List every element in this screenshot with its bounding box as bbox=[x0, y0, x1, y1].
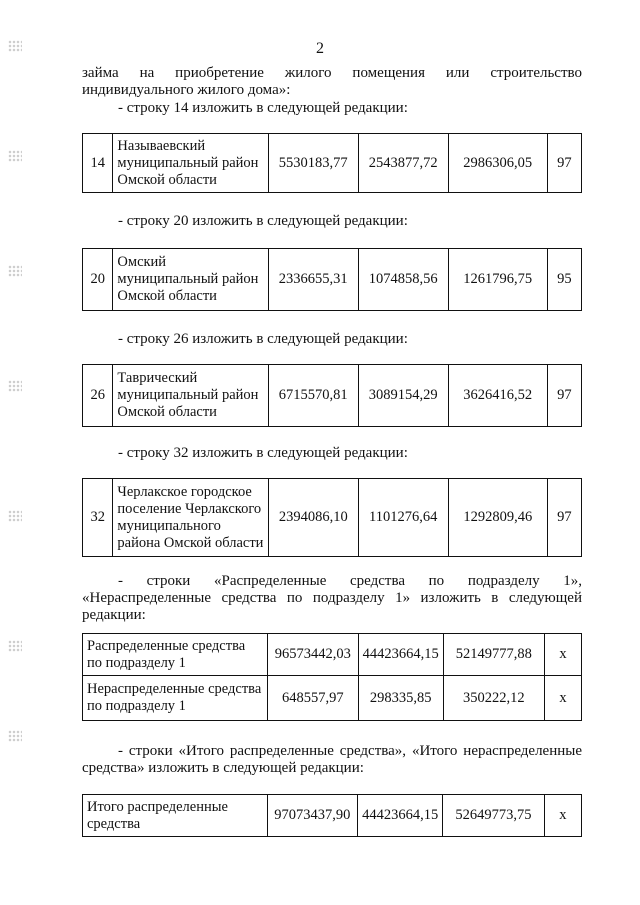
table-row-32: 32 Черлакское городское поселение Черлакского муниципального района Омской области 2394086,10 1101276,64 1292809,46 97 bbox=[82, 478, 582, 557]
table-row-14: 14 Называевский муниципальный район Омской области 5530183,77 2543877,72 2986306,05 97 bbox=[82, 133, 582, 193]
table-totals bbox=[82, 794, 582, 837]
table-row-26: 26 Таврический муниципальный район Омской области 6715570,81 3089154,29 3626416,52 97 bbox=[82, 364, 582, 427]
instruction-row-32: - строку 32 изложить в следующей редакции: bbox=[118, 445, 408, 461]
instruction-totals-line-1: - строки «Итого распределенные средства», «Итого нераспределенные bbox=[118, 743, 583, 759]
instruction-row-14: - строку 14 изложить в следующей редакции: bbox=[118, 100, 408, 116]
instruction-totals-line-2: средства» изложить в следующей редакции: bbox=[82, 760, 364, 776]
table-row: Нераспределенные средства по подразделу 1 648557,97 298335,85 350222,12 x bbox=[83, 676, 582, 721]
table-row-20: 20 Омский муниципальный район Омской области 2336655,31 1074858,56 1261796,75 95 bbox=[82, 248, 582, 311]
table-row: Распределенные средства по подразделу 1 96573442,03 44423664,15 52149777,88 x bbox=[83, 634, 582, 676]
page-number: 2 bbox=[316, 40, 324, 57]
intro-line-2: индивидуального жилого дома»: bbox=[82, 82, 291, 98]
instruction-distributed-line-3: редакции: bbox=[82, 607, 146, 623]
table-row: Итого распределенные средства 97073437,90 44423664,15 52649773,75 x bbox=[83, 795, 582, 837]
instruction-row-20: - строку 20 изложить в следующей редакции: bbox=[118, 213, 408, 229]
intro-line-1: займа на приобретение жилого помещения или строительство bbox=[82, 65, 582, 81]
instruction-distributed-line-1: - строки «Распределенные средства по подразделу 1», bbox=[118, 573, 583, 589]
instruction-distributed-line-2: «Нераспределенные средства по подразделу 1» изложить в следующей bbox=[82, 590, 582, 606]
table-distributed bbox=[82, 633, 582, 721]
instruction-row-26: - строку 26 изложить в следующей редакции: bbox=[118, 331, 408, 347]
